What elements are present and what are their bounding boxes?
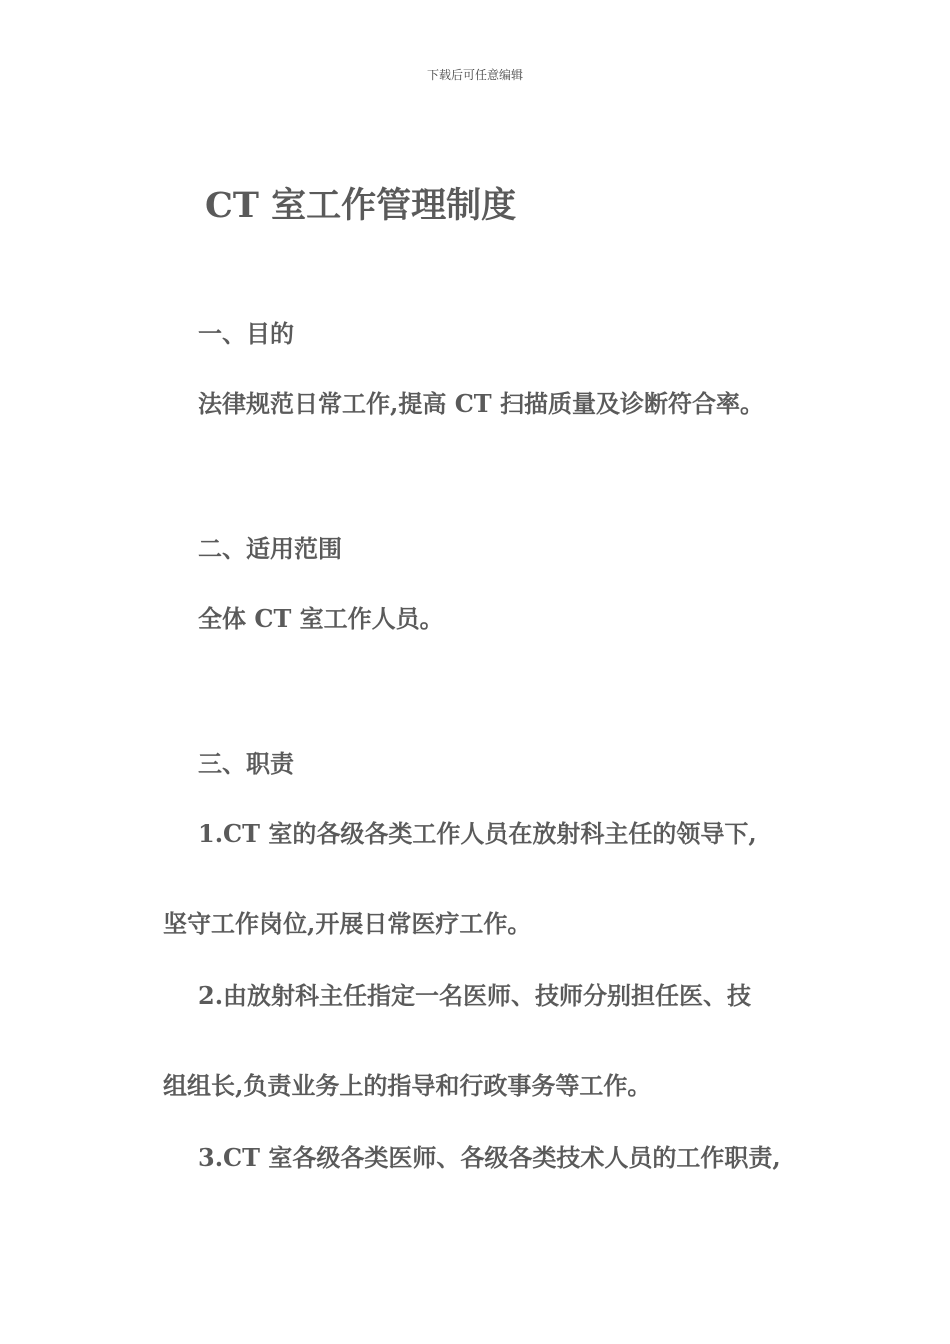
duty-item-1-line-1: 1.CT 室的各级各类工作人员在放射科主任的领导下,: [198, 819, 757, 848]
section-heading-duties: 三、职责: [198, 749, 294, 778]
section-body-scope: 全体 CT 室工作人员。: [198, 604, 444, 633]
duty-item-2-line-2: 组组长,负责业务上的指导和行政事务等工作。: [163, 1071, 652, 1100]
duty-item-1-line-2: 坚守工作岗位,开展日常医疗工作。: [163, 909, 532, 938]
section-heading-scope: 二、适用范围: [198, 534, 342, 563]
section-heading-purpose: 一、目的: [198, 319, 294, 348]
section-body-purpose: 法律规范日常工作,提高 CT 扫描质量及诊断符合率。: [198, 389, 765, 418]
duty-item-3-line-1: 3.CT 室各级各类医师、各级各类技术人员的工作职责,: [198, 1143, 781, 1172]
document-title: CT 室工作管理制度: [205, 185, 517, 226]
duty-item-2-line-1: 2.由放射科主任指定一名医师、技师分别担任医、技: [198, 981, 752, 1010]
page-header-note: 下载后可任意编辑: [426, 68, 523, 82]
